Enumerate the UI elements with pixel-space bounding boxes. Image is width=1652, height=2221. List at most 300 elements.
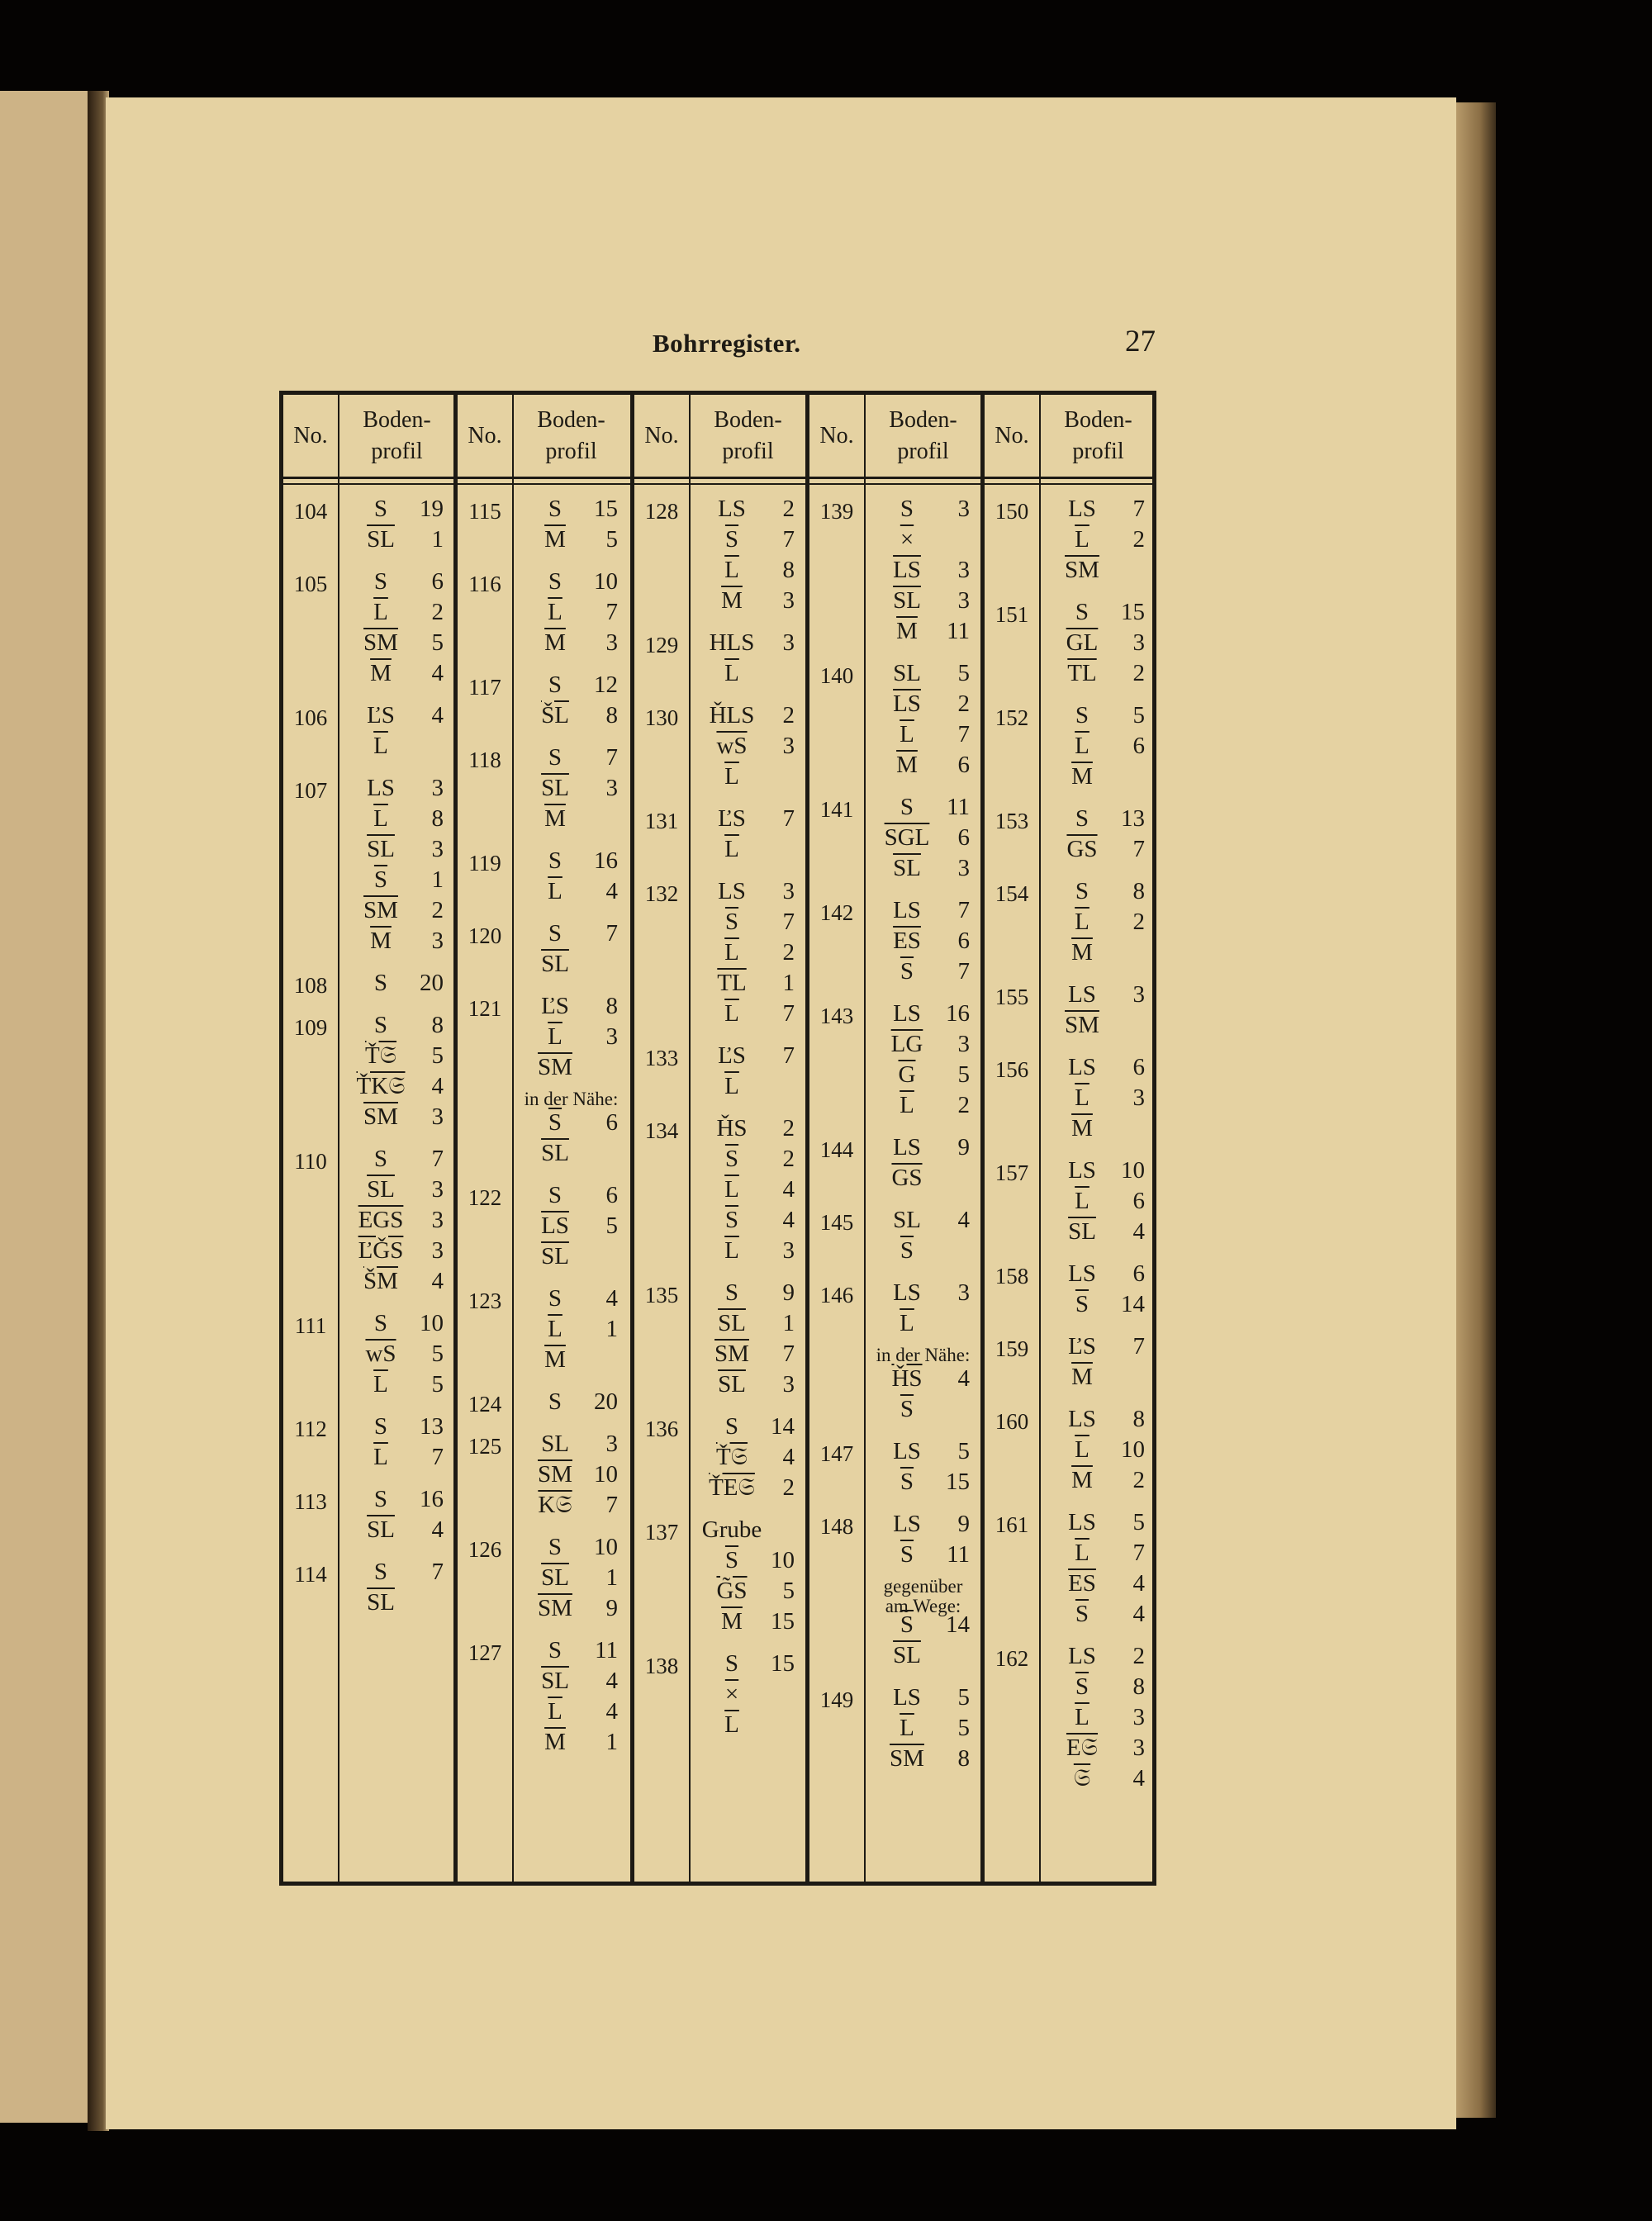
- soil-symbol: $\overline{S}$: [548, 1109, 563, 1136]
- soil-symbol: $\overline{L}$: [1075, 1704, 1089, 1730]
- header-bodenprofil: Boden- profil: [363, 406, 431, 464]
- boring-number: 109: [293, 1015, 328, 1040]
- soil-symbol: $\overline{SL}$: [541, 1140, 569, 1166]
- profile-layer: [871, 660, 980, 690]
- layer-thickness: 3: [605, 1023, 618, 1050]
- profile-layer: [871, 1310, 980, 1340]
- boring-number: 134: [644, 1118, 679, 1143]
- soil-symbol: $\overline{SL}$: [893, 587, 921, 614]
- profile-layer: [1046, 1467, 1156, 1497]
- soil-symbol: $\overline{SL}$: [541, 951, 569, 977]
- layer-thickness: 3: [605, 775, 618, 801]
- soil-symbol: $\overline{SL}$: [367, 526, 395, 553]
- layer-thickness: 6: [605, 1182, 618, 1208]
- profile-layer: [871, 1745, 980, 1775]
- boring-number: 148: [819, 1514, 854, 1539]
- soil-symbol: $\overline{L}$: [724, 1176, 739, 1203]
- layer-thickness: 10: [594, 1534, 618, 1560]
- soil-symbol: $\overline{L}$: [724, 1000, 739, 1027]
- profile-layer: [1046, 526, 1156, 556]
- soil-symbol: $\overline{L}$: [548, 878, 563, 904]
- header-no: No.: [293, 422, 328, 448]
- location-note: in der Nähe:: [524, 1089, 619, 1109]
- layer-thickness: 3: [782, 1237, 795, 1264]
- soil-symbol: $\overline{S}$: [724, 1207, 739, 1233]
- profile-layer: [519, 1564, 629, 1594]
- soil-symbol: $\overline{SL}$: [718, 1310, 746, 1336]
- soil-symbol: $\overline{S}$: [900, 1469, 914, 1495]
- layer-thickness: 19: [420, 496, 444, 522]
- soil-symbol: ȞS: [716, 1115, 748, 1141]
- boring-number: 126: [468, 1537, 502, 1562]
- soil-symbol: S: [724, 1650, 739, 1677]
- profile-layer: [695, 836, 805, 866]
- soil-symbol: $\overline{ES}$: [893, 928, 921, 954]
- profile-layer: [1046, 1260, 1156, 1290]
- soil-symbol: $\overline{GL}$: [1066, 629, 1099, 656]
- profile-layer: [695, 1413, 805, 1443]
- profile-layer: [695, 1000, 805, 1030]
- boring-number: 142: [819, 900, 854, 925]
- profile-layer: [695, 629, 805, 659]
- layer-thickness: 7: [782, 1000, 795, 1027]
- soil-symbol: ĽS: [541, 993, 569, 1019]
- profile-layer: [695, 1237, 805, 1267]
- soil-symbol: $\overline{ĽǦS}$: [358, 1237, 404, 1264]
- layer-thickness: 3: [1132, 981, 1145, 1008]
- header-rule: [283, 477, 1152, 479]
- profile-layer: [695, 1547, 805, 1577]
- soil-symbol: $\overline{L}$: [724, 557, 739, 583]
- boring-number: 111: [294, 1313, 327, 1338]
- boring-number: 149: [819, 1687, 854, 1712]
- soil-symbol: S: [548, 1534, 563, 1560]
- soil-symbol: $\overline{L}$: [724, 939, 739, 966]
- profile-layer: [695, 1711, 805, 1741]
- layer-thickness: 4: [782, 1444, 795, 1470]
- soil-symbol: $\overline{L}$: [548, 599, 563, 625]
- boring-number: 133: [644, 1046, 679, 1070]
- profile-layer: [344, 702, 454, 732]
- profile-layer: [519, 1213, 629, 1242]
- layer-thickness: 3: [782, 733, 795, 759]
- soil-symbol: $\overline{L}$: [1075, 526, 1089, 553]
- facing-page: [0, 91, 89, 2123]
- layer-thickness: 6: [1132, 733, 1145, 759]
- profile-layer: [695, 970, 805, 999]
- profile-layer: [344, 1341, 454, 1370]
- profile-layer: [695, 1146, 805, 1175]
- soil-symbol: $\overline{SM}$: [363, 629, 398, 656]
- layer-thickness: 7: [431, 1444, 444, 1470]
- soil-symbol: $\overline{S}$: [1075, 1291, 1089, 1317]
- profile-layer: [519, 1182, 629, 1212]
- layer-thickness: 7: [782, 909, 795, 935]
- soil-symbol: $\overline{M}$: [896, 752, 918, 778]
- soil-symbol: $\overline{L}$: [548, 1316, 563, 1342]
- profile-layer: [344, 1176, 454, 1206]
- profile-layer: [519, 1595, 629, 1625]
- layer-thickness: 14: [771, 1413, 795, 1440]
- profile-layer: [695, 1310, 805, 1340]
- soil-symbol: $\overline{SM}$: [538, 1054, 572, 1080]
- layer-thickness: 5: [1132, 702, 1145, 728]
- layer-thickness: 4: [782, 1176, 795, 1203]
- profile-layer: [695, 1176, 805, 1206]
- boring-number: 137: [644, 1520, 679, 1545]
- profile-layer: [519, 1729, 629, 1758]
- boring-number: 110: [294, 1149, 327, 1174]
- profile-layer: [344, 1237, 454, 1267]
- profile-layer: [344, 866, 454, 896]
- profile-layer: [695, 526, 805, 556]
- layer-thickness: 9: [957, 1511, 970, 1537]
- layer-thickness: 3: [957, 1031, 970, 1057]
- profile-layer: [695, 1474, 805, 1504]
- layer-thickness: 4: [605, 878, 618, 904]
- soil-symbol: S: [373, 1413, 388, 1440]
- profile-layer: [1046, 1570, 1156, 1600]
- profile-layer: [519, 1431, 629, 1460]
- layer-thickness: 2: [1132, 1643, 1145, 1669]
- profile-layer: [519, 993, 629, 1023]
- layer-thickness: 16: [420, 1486, 444, 1512]
- layer-thickness: 15: [946, 1469, 970, 1495]
- layer-thickness: 8: [1132, 878, 1145, 904]
- profile-layer: [519, 599, 629, 629]
- profile-layer: [1046, 1704, 1156, 1734]
- soil-symbol: $\overline{SL}$: [718, 1371, 746, 1398]
- layer-thickness: 6: [1132, 1054, 1145, 1080]
- profile-layer: [871, 1642, 980, 1672]
- soil-symbol: S: [373, 970, 388, 996]
- layer-thickness: 8: [1132, 1673, 1145, 1700]
- profile-layer: [1046, 909, 1156, 938]
- layer-thickness: 2: [1132, 1467, 1145, 1493]
- profile-layer: [695, 496, 805, 525]
- profile-layer: [871, 958, 980, 988]
- soil-symbol: $\overline{SM}$: [714, 1341, 749, 1367]
- boring-number: 115: [468, 499, 501, 524]
- profile-layer: [695, 1608, 805, 1638]
- profile-layer: [695, 1073, 805, 1103]
- soil-symbol: SL: [893, 660, 921, 686]
- layer-thickness: 8: [431, 1012, 444, 1038]
- soil-symbol: G̃S: [716, 1578, 748, 1604]
- boring-number: 124: [468, 1392, 502, 1417]
- boring-number: 114: [294, 1562, 327, 1587]
- layer-thickness: 9: [957, 1134, 970, 1160]
- profile-layer: [871, 721, 980, 751]
- layer-thickness: 5: [605, 526, 618, 553]
- profile-layer: [695, 702, 805, 732]
- boring-number: 106: [293, 705, 328, 730]
- layer-thickness: 3: [957, 557, 970, 583]
- soil-symbol: LS: [1068, 1509, 1096, 1535]
- soil-symbol: $\overline{L}$: [724, 763, 739, 790]
- profile-layer: [871, 1438, 980, 1468]
- layer-thickness: 2: [782, 1115, 795, 1141]
- profile-layer: [871, 1684, 980, 1714]
- boring-number: 145: [819, 1210, 854, 1235]
- profile-layer: [1046, 1115, 1156, 1145]
- soil-symbol: S: [1075, 702, 1089, 728]
- soil-symbol: LS: [1068, 496, 1096, 522]
- layer-thickness: 3: [431, 836, 444, 862]
- profile-layer: [871, 1365, 980, 1395]
- soil-symbol: S: [373, 1486, 388, 1512]
- profile-layer: [344, 496, 454, 525]
- boring-number: 131: [644, 809, 679, 833]
- profile-layer: [695, 1279, 805, 1309]
- layer-thickness: 3: [431, 1207, 444, 1233]
- boring-number: 160: [995, 1409, 1029, 1434]
- profile-layer: [871, 1031, 980, 1061]
- boring-number: 123: [468, 1288, 502, 1313]
- soil-symbol: S: [548, 920, 563, 947]
- layer-thickness: 1: [782, 970, 795, 996]
- soil-symbol: $\overline{M}$: [544, 629, 566, 656]
- soil-symbol: $\overline{M}$: [544, 1729, 566, 1755]
- column-rule-thin: [512, 395, 514, 1882]
- profile-layer: [695, 909, 805, 938]
- soil-symbol: $\overline{wS}$: [716, 733, 748, 759]
- profile-layer: [519, 847, 629, 877]
- profile-layer: [695, 733, 805, 762]
- soil-symbol: $\overline{S}$: [724, 1547, 739, 1573]
- bohrregister-table: [279, 391, 1156, 1886]
- layer-thickness: 20: [594, 1388, 618, 1415]
- profile-layer: [344, 836, 454, 866]
- layer-thickness: 2: [782, 1474, 795, 1501]
- layer-thickness: 3: [1132, 1084, 1145, 1111]
- boring-number: 113: [294, 1489, 327, 1514]
- soil-symbol: $\overline{M}$: [544, 805, 566, 832]
- soil-symbol: $\overline{LS}$: [893, 557, 921, 583]
- soil-symbol: ĽS: [1068, 1333, 1096, 1360]
- layer-thickness: 10: [1121, 1157, 1145, 1184]
- layer-thickness: 3: [431, 1103, 444, 1130]
- profile-layer: [519, 1140, 629, 1170]
- profile-layer: [519, 1054, 629, 1084]
- boring-number: 121: [468, 996, 502, 1021]
- soil-symbol: $\overline{S}$: [900, 1237, 914, 1264]
- boring-number: 155: [995, 985, 1029, 1009]
- layer-thickness: 3: [782, 587, 795, 614]
- layer-thickness: 14: [1121, 1291, 1145, 1317]
- soil-symbol: LS: [1068, 1643, 1096, 1669]
- profile-layer: [519, 878, 629, 908]
- layer-thickness: 13: [1121, 805, 1145, 832]
- soil-symbol: $\overline{L}$: [900, 721, 914, 747]
- soil-symbol: LS: [718, 496, 746, 522]
- profile-layer: [519, 672, 629, 701]
- soil-symbol: S: [548, 568, 563, 595]
- soil-symbol: 𝔖: [1073, 1765, 1091, 1792]
- layer-thickness: 10: [771, 1547, 795, 1573]
- layer-thickness: 7: [957, 721, 970, 747]
- soil-symbol: $\overline{SM}$: [1065, 1012, 1099, 1038]
- boring-number: 156: [995, 1057, 1029, 1082]
- soil-symbol: $\overline{SM}$: [538, 1461, 572, 1488]
- profile-layer: [519, 1461, 629, 1491]
- profile-layer: [695, 1042, 805, 1072]
- page-number: 27: [1125, 325, 1156, 358]
- profile-layer: [871, 752, 980, 781]
- soil-symbol: $\overline{SL}$: [893, 1642, 921, 1668]
- soil-symbol: $\overline{S}$: [724, 909, 739, 935]
- soil-symbol: LS: [367, 775, 395, 801]
- profile-layer: [871, 1396, 980, 1426]
- boring-number: 117: [468, 675, 501, 700]
- profile-layer: [871, 1237, 980, 1267]
- layer-thickness: 2: [782, 939, 795, 966]
- layer-thickness: 5: [957, 1438, 970, 1464]
- layer-thickness: 2: [782, 1146, 795, 1172]
- soil-symbol: $\overline{TL}$: [1067, 660, 1097, 686]
- boring-number: 159: [995, 1336, 1029, 1361]
- layer-thickness: 5: [431, 1371, 444, 1398]
- layer-thickness: 8: [782, 557, 795, 583]
- boring-number: 152: [995, 705, 1029, 730]
- layer-thickness: 5: [431, 629, 444, 656]
- profile-layer: [695, 1516, 805, 1546]
- boring-number: 150: [995, 499, 1029, 524]
- soil-symbol: $\overline{M}$: [1071, 1364, 1093, 1390]
- soil-symbol: $\overline{S}$: [900, 1541, 914, 1568]
- soil-symbol: S: [1075, 599, 1089, 625]
- location-note: in der Nähe:: [876, 1345, 971, 1365]
- layer-thickness: 10: [594, 1461, 618, 1488]
- boring-number: 119: [468, 851, 501, 876]
- profile-layer: [519, 920, 629, 950]
- profile-layer: [344, 1103, 454, 1133]
- header-no: No.: [995, 422, 1029, 448]
- profile-layer: [1046, 1643, 1156, 1673]
- profile-layer: [871, 1279, 980, 1309]
- profile-layer: [344, 1516, 454, 1546]
- layer-thickness: 7: [605, 920, 618, 947]
- layer-thickness: 7: [1132, 496, 1145, 522]
- soil-symbol: $\overline{S}$: [900, 1611, 914, 1638]
- boring-number: 118: [468, 747, 501, 772]
- soil-symbol: LS: [893, 1134, 921, 1160]
- boring-number: 144: [819, 1137, 854, 1162]
- layer-thickness: 2: [782, 496, 795, 522]
- soil-symbol: S: [548, 744, 563, 771]
- soil-symbol: LS: [893, 1000, 921, 1027]
- soil-symbol: SL: [541, 1431, 569, 1457]
- profile-layer: [871, 1092, 980, 1122]
- profile-layer: [344, 1146, 454, 1175]
- layer-thickness: 1: [605, 1729, 618, 1755]
- soil-symbol: $\overline{S}$: [373, 866, 388, 893]
- profile-layer: [519, 805, 629, 835]
- soil-symbol: S: [548, 496, 563, 522]
- soil-symbol: LS: [893, 1438, 921, 1464]
- profile-layer: [519, 1668, 629, 1697]
- profile-layer: [1046, 660, 1156, 690]
- column-rule-thin: [1039, 395, 1041, 1882]
- profile-layer: [871, 928, 980, 957]
- boring-number: 157: [995, 1160, 1029, 1185]
- layer-thickness: 7: [431, 1559, 444, 1585]
- layer-thickness: 8: [605, 702, 618, 728]
- layer-thickness: 3: [782, 878, 795, 904]
- soil-symbol: SL: [893, 1207, 921, 1233]
- profile-layer: [1046, 805, 1156, 835]
- layer-thickness: 3: [1132, 1735, 1145, 1761]
- profile-layer: [519, 1698, 629, 1728]
- layer-thickness: 7: [1132, 836, 1145, 862]
- profile-layer: [1046, 1364, 1156, 1393]
- soil-symbol: $\overline{S}$: [724, 526, 739, 553]
- layer-thickness: 3: [431, 1237, 444, 1264]
- profile-layer: [1046, 557, 1156, 586]
- profile-layer: [519, 1243, 629, 1273]
- profile-layer: [344, 928, 454, 957]
- soil-symbol: S: [373, 568, 388, 595]
- soil-symbol: LS: [1068, 1054, 1096, 1080]
- boring-number: 158: [995, 1264, 1029, 1288]
- column-rule-thin: [338, 395, 339, 1882]
- layer-thickness: 5: [957, 1715, 970, 1741]
- soil-symbol: S: [900, 496, 914, 522]
- boring-number: 122: [468, 1185, 502, 1210]
- profile-layer: [695, 939, 805, 969]
- boring-number: 130: [644, 705, 679, 730]
- soil-symbol: $\overline{M}$: [544, 1346, 566, 1373]
- soil-symbol: ŤK𝔖: [356, 1073, 406, 1099]
- profile-layer: [519, 744, 629, 774]
- soil-symbol: $\overline{SL}$: [893, 855, 921, 881]
- layer-thickness: 1: [605, 1316, 618, 1342]
- soil-symbol: S: [548, 1285, 563, 1312]
- soil-symbol: ȞLS: [709, 702, 755, 728]
- soil-symbol: $\overline{GS}$: [891, 1165, 923, 1191]
- profile-layer: [1046, 629, 1156, 659]
- soil-symbol: $\overline{SM}$: [1065, 557, 1099, 583]
- soil-symbol: $\overline{L}$: [724, 836, 739, 862]
- boring-number: 140: [819, 663, 854, 688]
- soil-symbol: $\overline{S}$: [724, 1146, 739, 1172]
- column-rule-thin: [689, 395, 691, 1882]
- profile-layer: [695, 878, 805, 908]
- soil-symbol: S: [548, 1637, 563, 1663]
- soil-symbol: $\overline{M}$: [721, 587, 743, 614]
- soil-symbol: $\overline{SL}$: [541, 775, 569, 801]
- soil-symbol: ĽS: [718, 1042, 746, 1069]
- profile-layer: [695, 1578, 805, 1607]
- soil-symbol: $\overline{M}$: [544, 526, 566, 553]
- soil-symbol: S: [724, 1413, 739, 1440]
- layer-thickness: 3: [1132, 1704, 1145, 1730]
- layer-thickness: 3: [431, 775, 444, 801]
- profile-layer: [695, 660, 805, 690]
- soil-symbol: $\overline{S}$: [900, 958, 914, 985]
- header-no: No.: [468, 422, 502, 448]
- soil-symbol: $\overline{M}$: [896, 618, 918, 644]
- boring-number: 154: [995, 881, 1029, 906]
- profile-layer: [1046, 1012, 1156, 1042]
- layer-thickness: 5: [957, 1061, 970, 1088]
- profile-layer: [344, 1268, 454, 1298]
- soil-symbol: $\overline{L}$: [373, 1371, 388, 1398]
- profile-layer: [1046, 763, 1156, 793]
- profile-layer: [344, 1486, 454, 1516]
- soil-symbol: ĽS: [718, 805, 746, 832]
- layer-thickness: 10: [594, 568, 618, 595]
